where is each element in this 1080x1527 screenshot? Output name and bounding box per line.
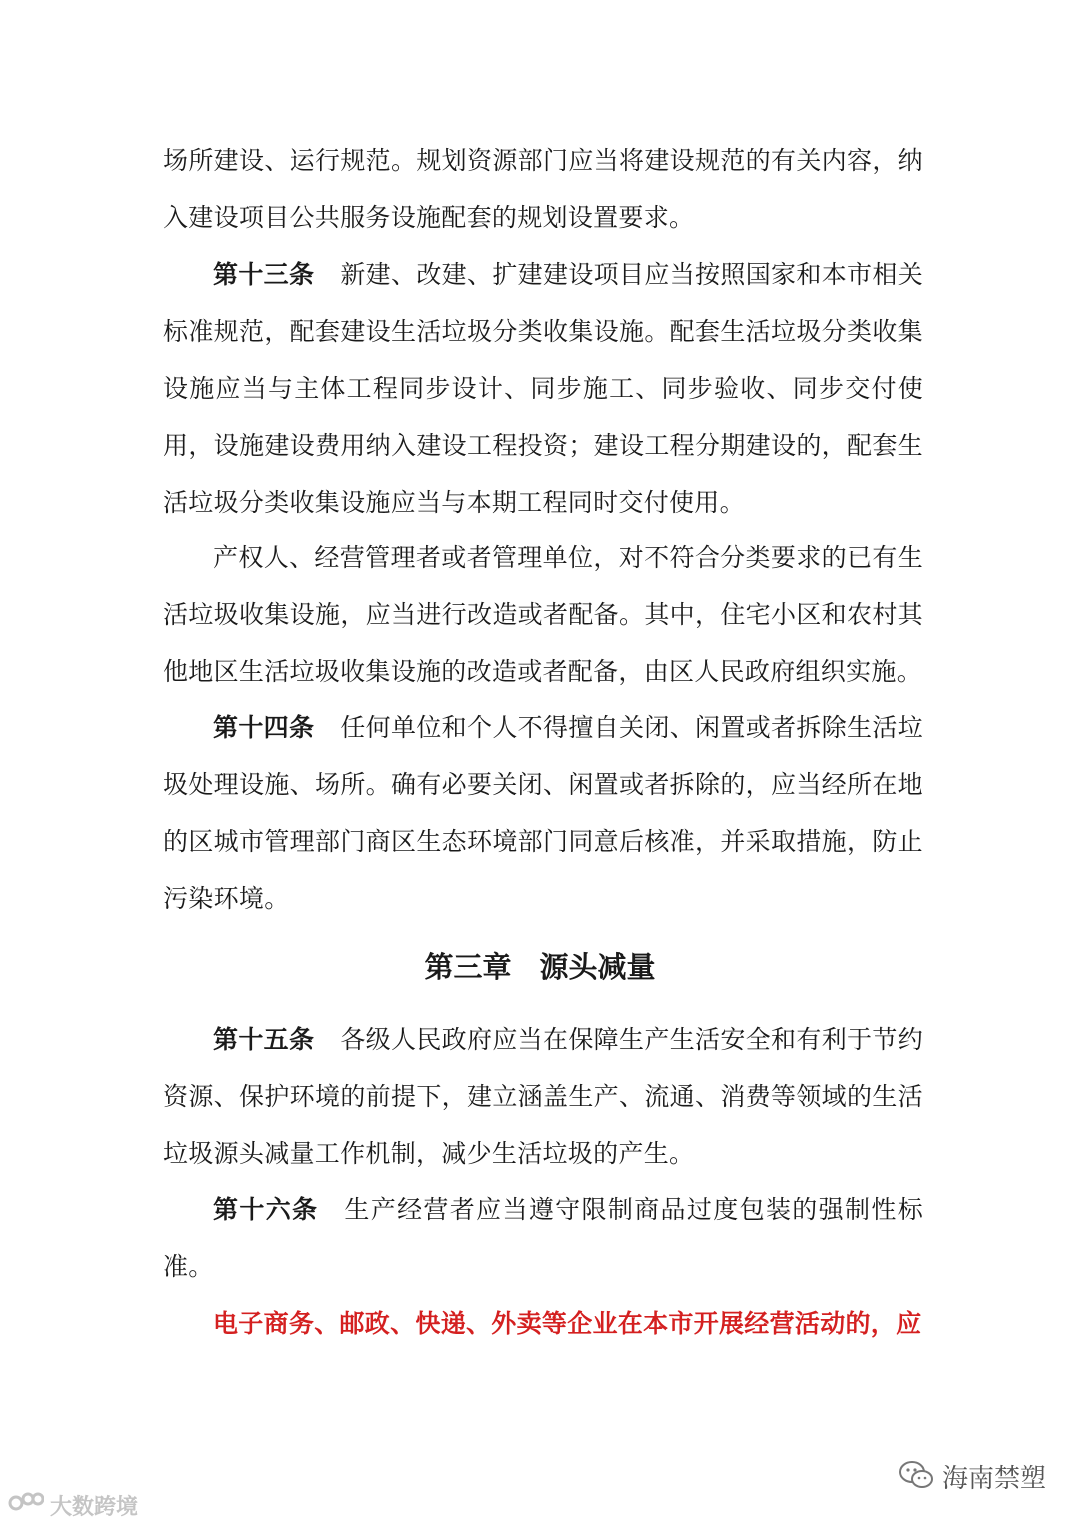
highlighted-text: 电子商务、邮政、快递、外卖等企业在本市开展经营活动的，应 xyxy=(213,1309,922,1338)
article-text: 各级人民政府应当在保障生产生活安全和有利于节约资源、保护环境的前提下，建立涵盖生产、流通、消费等领域的生活垃圾源头减量工作机制，减少生活垃圾的产生。 xyxy=(163,1025,923,1168)
article-number: 第十三条 xyxy=(213,260,315,289)
paragraph-text: 产权人、经营管理者或者管理单位，对不符合分类要求的已有生活垃圾收集设施，应当进行改造或者配备。其中，住宅小区和农村其他地区生活垃圾收集设施的改造或者配备，由区人民政府组织实施。 xyxy=(163,543,923,686)
paragraph-continuation xyxy=(163,132,923,246)
article-13 xyxy=(163,246,923,531)
watermark-text: 海南禁塑 xyxy=(942,1464,1047,1494)
article-14 xyxy=(163,699,923,927)
article-15 xyxy=(163,1011,923,1182)
chapter-title: 源头减量 xyxy=(539,950,656,984)
chapter-number: 第三章 xyxy=(424,950,512,984)
watermark-right xyxy=(898,1458,1046,1495)
watermark-text: 大数跨境 xyxy=(50,1494,139,1520)
watermark-left xyxy=(8,1489,138,1521)
article-text: 生产经营者应当遵守限制商品过度包装的强制性标准。 xyxy=(163,1195,923,1281)
article-number: 第十五条 xyxy=(213,1025,315,1054)
watermark-logo-icon xyxy=(8,1489,44,1521)
chapter-heading xyxy=(0,942,1080,992)
article-13-clause-2 xyxy=(163,529,923,700)
article-number: 第十六条 xyxy=(213,1195,319,1224)
article-number: 第十四条 xyxy=(213,713,315,742)
wechat-icon xyxy=(898,1459,934,1495)
article-text: 任何单位和个人不得擅自关闭、闲置或者拆除生活垃圾处理设施、场所。确有必要关闭、闲置或者拆除的，应当经所在地的区城市管理部门商区生态环境部门同意后核准，并采取措施，防止污染环境。 xyxy=(163,713,923,913)
article-text: 新建、改建、扩建建设项目应当按照国家和本市相关标准规范，配套建设生活垃圾分类收集设施。配套生活垃圾分类收集设施应当与主体工程同步设计、同步施工、同步验收、同步交付使用，设施建设费用纳入建设工程投资；建设工程分期建设的，配套生活垃圾分类收集设施应当与本期工程同时交付使用。 xyxy=(163,260,923,517)
article-16-clause-2 xyxy=(163,1295,923,1352)
article-16 xyxy=(163,1181,923,1295)
paragraph-text: 场所建设、运行规范。规划资源部门应当将建设规范的有关内容，纳入建设项目公共服务设施配套的规划设置要求。 xyxy=(163,146,923,232)
